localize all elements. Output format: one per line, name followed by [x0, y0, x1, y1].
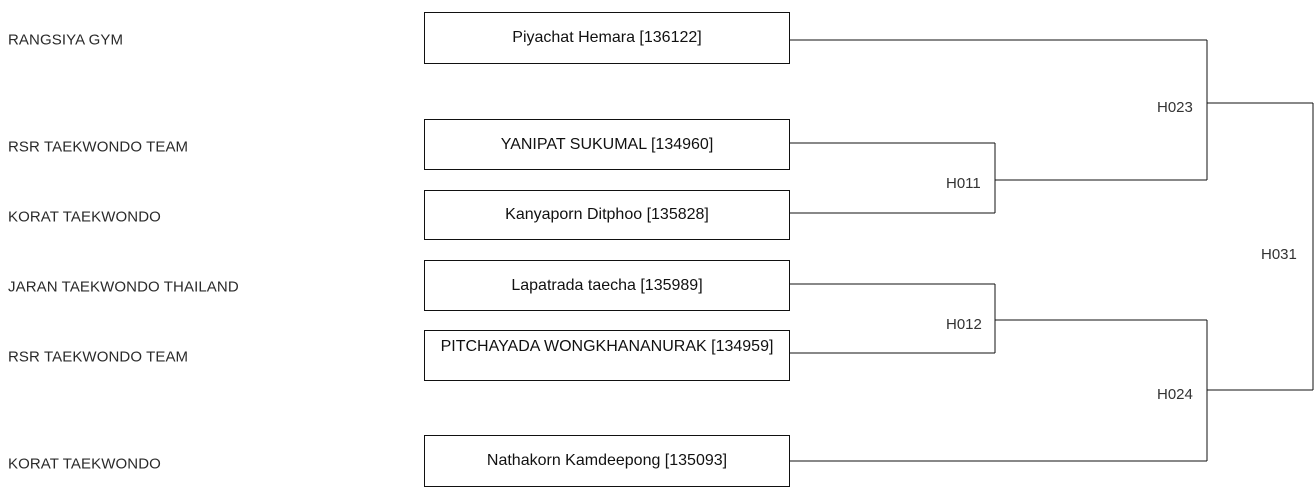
player-name: Piyachat Hemara [136122] [512, 29, 702, 46]
player-box [424, 260, 790, 311]
player-name: Nathakorn Kamdeepong [135093] [486, 452, 728, 469]
player-box [424, 435, 790, 487]
match-label: H031 [1261, 246, 1297, 263]
team-name: KORAT TAEKWONDO [8, 455, 161, 473]
player-name: Kanyaporn Ditphoo [135828] [505, 206, 709, 223]
team-name: RSR TAEKWONDO TEAM [8, 138, 189, 156]
match-label: H023 [1157, 99, 1193, 116]
team-name: JARAN TAEKWONDO THAILAND [8, 278, 239, 296]
player-box [424, 12, 790, 64]
player-name: PITCHAYADA WONGKHANANURAK [134959] [440, 338, 774, 355]
team-name: RANGSIYA GYM [8, 31, 124, 49]
team-name: KORAT TAEKWONDO [8, 208, 161, 226]
team-name: RSR TAEKWONDO TEAM [8, 348, 189, 366]
match-label: H024 [1157, 386, 1193, 403]
player-box [424, 119, 790, 170]
match-label: H012 [946, 316, 982, 333]
player-box [424, 330, 790, 381]
player-name: Lapatrada taecha [135989] [511, 276, 703, 294]
player-box [424, 190, 790, 240]
player-name: YANIPAT SUKUMAL [134960] [500, 135, 714, 153]
match-label: H011 [946, 175, 981, 192]
